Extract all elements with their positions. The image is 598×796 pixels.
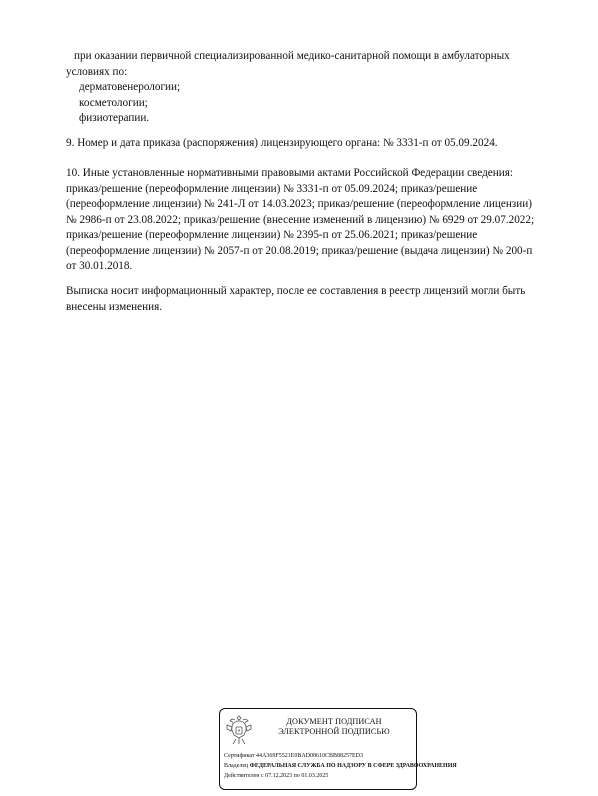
paragraph-line: приказ/решение (переоформление лицензии) № 3331-п от 05.09.2024; приказ/решение [66, 182, 478, 195]
certificate-label: Сертификат [224, 753, 255, 759]
certificate-value: 44A369F5521E0BAD08610CBB88257ED3 [256, 753, 364, 759]
stamp-title-line: ДОКУМЕНТ ПОДПИСАН [286, 717, 382, 726]
medical-services-paragraph [66, 49, 580, 127]
paragraph-line: от 30.01.2018. [66, 260, 133, 272]
service-item: физиотерапии. [79, 112, 150, 124]
paragraph-line: 9. Номер и дата приказа (распоряжения) лицензирующего органа: № 3331-п от 05.09.2024. [66, 137, 498, 149]
stamp-title-line: ЭЛЕКТРОННОЙ ПОДПИСЬЮ [278, 727, 390, 736]
paragraph-line: условиях по: [66, 65, 128, 78]
order-number-item [66, 136, 580, 152]
paragraph-line: (переоформление лицензии) № 241-Л от 14.03.2023; приказ/решение (переоформление лицензии) [66, 198, 532, 210]
owner-row [224, 761, 457, 771]
stamp-title [256, 717, 412, 737]
owner-value: ФЕДЕРАЛЬНАЯ СЛУЖБА ПО НАДЗОРУ В СФЕРЕ ЗДРАВООХРАНЕНИЯ [249, 763, 457, 770]
paragraph-line: при оказании первичной специализированной медико-санитарной помощи в амбулаторных [74, 50, 510, 62]
certificate-row [224, 751, 416, 761]
service-item: косметологии; [79, 96, 148, 109]
paragraph-line: (переоформление лицензии) № 2057-п от 20.08.2019; приказ/решение (выдача лицензии) № 200-п [66, 244, 533, 257]
paragraph-line: № 2986-п от 23.08.2022; приказ/решение (внесение изменений в лицензию) № 6929 от 29.07.2022; [66, 213, 535, 226]
owner-label: Владелец [224, 763, 249, 770]
validity-row: Действителен с 07.12.2023 по 01.03.2025 [224, 773, 329, 780]
paragraph-line: внесены изменения. [66, 300, 163, 313]
stamp-details [224, 751, 457, 782]
paragraph-line: 10. Иные установленные нормативными правовыми актами Российской Федерации сведения: [66, 167, 513, 179]
other-details-item [66, 166, 580, 275]
service-item: дерматовенерологии; [79, 81, 181, 93]
paragraph-line: приказ/решение (переоформление лицензии) № 2395-п от 25.06.2021; приказ/решение [66, 229, 478, 241]
electronic-signature-stamp [219, 708, 457, 790]
paragraph-line: Выписка носит информационный характер, после ее составления в реестр лицензий могли быть [66, 285, 526, 297]
russian-eagle-emblem-icon [224, 713, 254, 747]
informational-note [66, 284, 580, 315]
